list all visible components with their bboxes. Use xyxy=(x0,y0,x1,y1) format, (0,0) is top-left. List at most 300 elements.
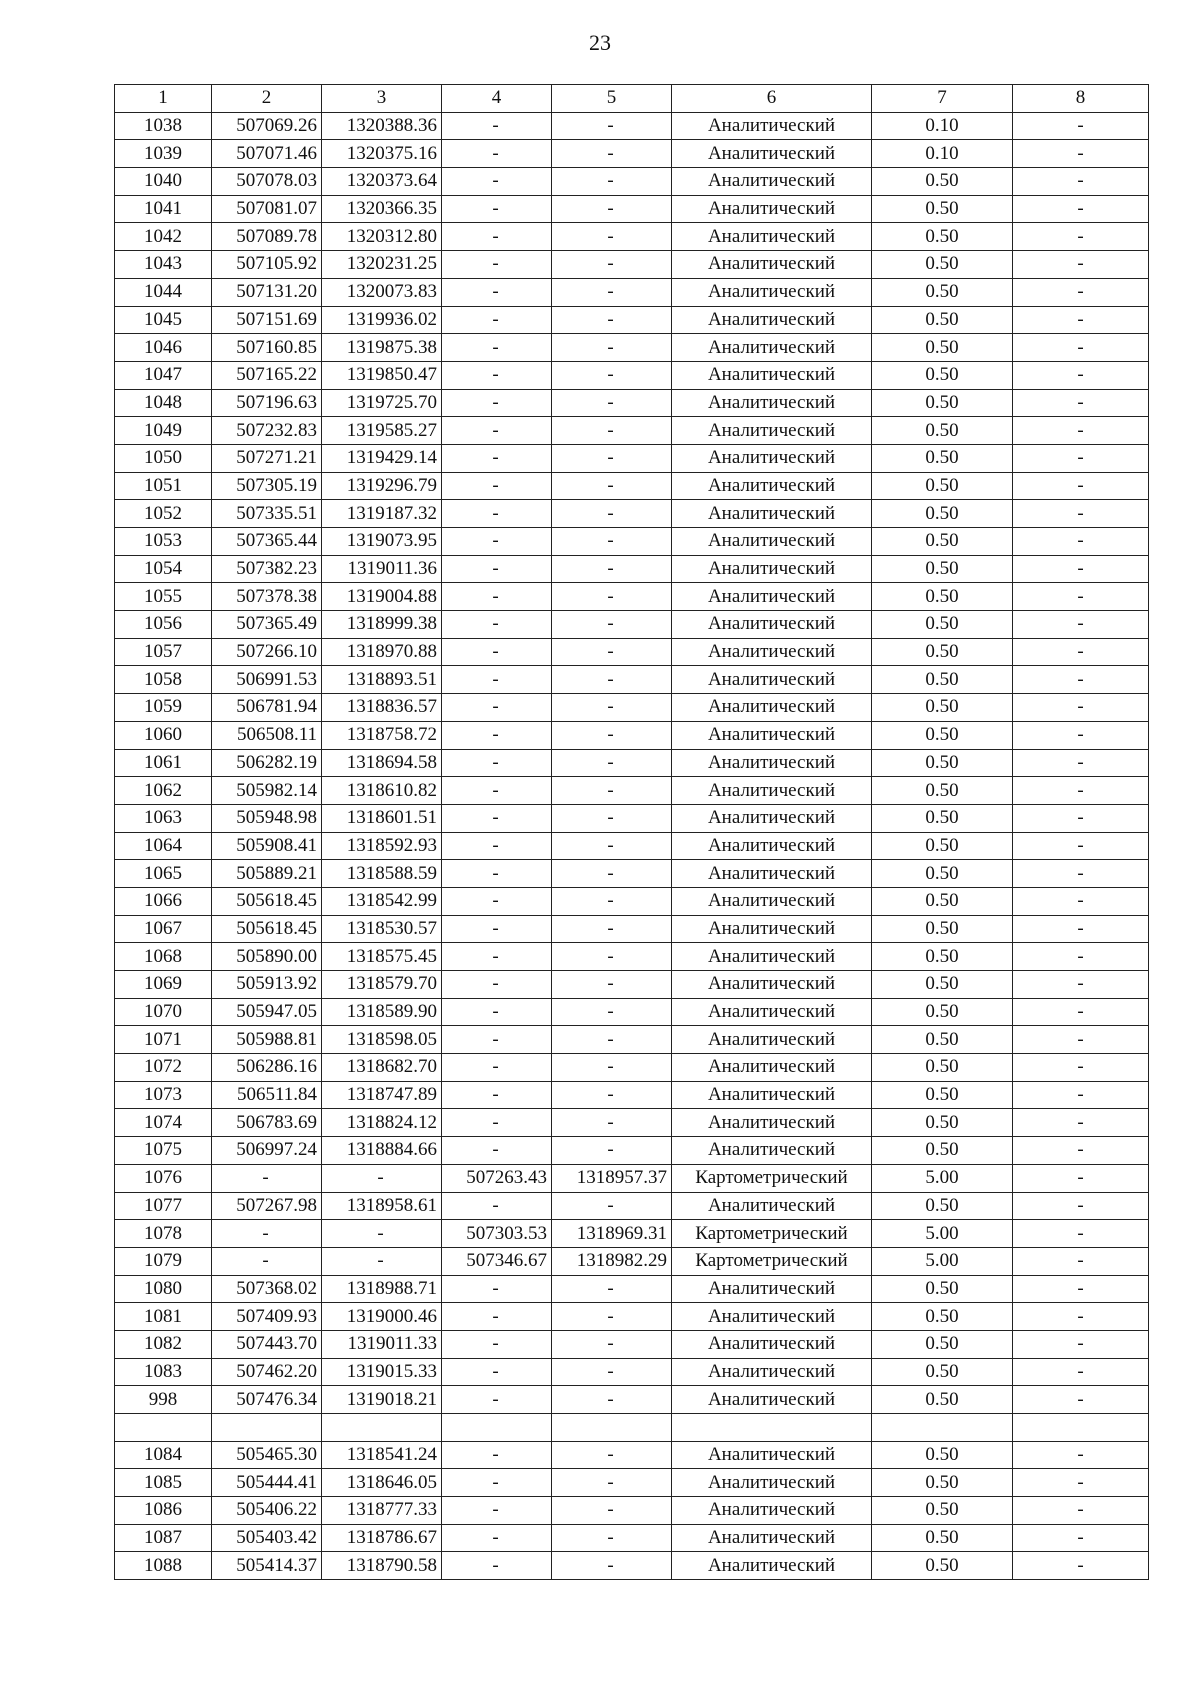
cell-y-coordinate: 1318747.89 xyxy=(322,1081,442,1109)
cell-y-coordinate-alt: - xyxy=(552,140,672,168)
cell-accuracy: 0.50 xyxy=(872,804,1013,832)
cell-x-coordinate-alt: - xyxy=(442,444,552,472)
cell-method: Аналитический xyxy=(672,1330,872,1358)
cell-x-coordinate: 507151.69 xyxy=(212,306,322,334)
table-row xyxy=(115,1026,1149,1054)
table-row xyxy=(115,1386,1149,1414)
cell-note: - xyxy=(1013,1303,1149,1331)
cell-x-coordinate: 505913.92 xyxy=(212,971,322,999)
cell-y-coordinate-alt: - xyxy=(552,500,672,528)
cell-y-coordinate: 1319000.46 xyxy=(322,1303,442,1331)
cell-note: - xyxy=(1013,444,1149,472)
cell-y-coordinate-alt: - xyxy=(552,112,672,140)
table-row xyxy=(115,444,1149,472)
cell-accuracy: 0.50 xyxy=(872,666,1013,694)
cell-x-coordinate-alt: - xyxy=(442,555,552,583)
cell-point-number: 1073 xyxy=(115,1081,212,1109)
cell-y-coordinate-alt: - xyxy=(552,306,672,334)
cell-method: Аналитический xyxy=(672,168,872,196)
cell-x-coordinate-alt: - xyxy=(442,251,552,279)
cell-method: Аналитический xyxy=(672,860,872,888)
cell-point-number: 1049 xyxy=(115,417,212,445)
cell-point-number: 1046 xyxy=(115,334,212,362)
cell-note xyxy=(1013,1414,1149,1442)
cell-y-coordinate: 1318884.66 xyxy=(322,1137,442,1165)
cell-x-coordinate: 507368.02 xyxy=(212,1275,322,1303)
table-row xyxy=(115,832,1149,860)
cell-accuracy: 0.50 xyxy=(872,1275,1013,1303)
cell-method: Аналитический xyxy=(672,1303,872,1331)
cell-accuracy: 0.50 xyxy=(872,1441,1013,1469)
cell-x-coordinate-alt: - xyxy=(442,1192,552,1220)
cell-method: Аналитический xyxy=(672,112,872,140)
cell-point-number: 1076 xyxy=(115,1164,212,1192)
cell-note: - xyxy=(1013,1552,1149,1580)
cell-y-coordinate-alt: 1318969.31 xyxy=(552,1220,672,1248)
cell-y-coordinate-alt: - xyxy=(552,666,672,694)
cell-note: - xyxy=(1013,1054,1149,1082)
cell-accuracy: 0.50 xyxy=(872,777,1013,805)
cell-x-coordinate: 507232.83 xyxy=(212,417,322,445)
cell-y-coordinate: 1319429.14 xyxy=(322,444,442,472)
cell-method: Аналитический xyxy=(672,1109,872,1137)
cell-y-coordinate: 1318970.88 xyxy=(322,638,442,666)
cell-point-number: 1062 xyxy=(115,777,212,805)
cell-method: Аналитический xyxy=(672,1054,872,1082)
cell-x-coordinate-alt: - xyxy=(442,832,552,860)
cell-accuracy: 0.50 xyxy=(872,306,1013,334)
table-row xyxy=(115,223,1149,251)
cell-method: Аналитический xyxy=(672,1275,872,1303)
cell-x-coordinate-alt: - xyxy=(442,1303,552,1331)
cell-accuracy: 0.50 xyxy=(872,251,1013,279)
cell-note: - xyxy=(1013,251,1149,279)
cell-y-coordinate-alt: - xyxy=(552,444,672,472)
cell-x-coordinate-alt: - xyxy=(442,611,552,639)
cell-x-coordinate: 507196.63 xyxy=(212,389,322,417)
cell-method: Аналитический xyxy=(672,583,872,611)
cell-method: Картометрический xyxy=(672,1164,872,1192)
cell-point-number: 1074 xyxy=(115,1109,212,1137)
cell-y-coordinate: 1318598.05 xyxy=(322,1026,442,1054)
table-row xyxy=(115,1414,1149,1442)
cell-y-coordinate-alt: - xyxy=(552,223,672,251)
cell-note: - xyxy=(1013,804,1149,832)
cell-x-coordinate-alt: - xyxy=(442,721,552,749)
cell-note: - xyxy=(1013,1497,1149,1525)
cell-x-coordinate: - xyxy=(212,1164,322,1192)
cell-x-coordinate-alt: - xyxy=(442,1524,552,1552)
cell-accuracy: 0.50 xyxy=(872,1054,1013,1082)
cell-y-coordinate-alt: - xyxy=(552,168,672,196)
cell-x-coordinate-alt: - xyxy=(442,1497,552,1525)
cell-method: Аналитический xyxy=(672,777,872,805)
cell-y-coordinate: 1318682.70 xyxy=(322,1054,442,1082)
table-header-row xyxy=(115,85,1149,113)
header-col-5: 5 xyxy=(552,85,672,113)
cell-note: - xyxy=(1013,112,1149,140)
cell-x-coordinate: 505406.22 xyxy=(212,1497,322,1525)
cell-x-coordinate-alt xyxy=(442,1414,552,1442)
cell-x-coordinate: 505947.05 xyxy=(212,998,322,1026)
cell-x-coordinate-alt: - xyxy=(442,306,552,334)
cell-method: Аналитический xyxy=(672,1524,872,1552)
cell-method: Аналитический xyxy=(672,721,872,749)
cell-y-coordinate-alt: - xyxy=(552,1081,672,1109)
cell-x-coordinate-alt: - xyxy=(442,777,552,805)
header-col-4: 4 xyxy=(442,85,552,113)
cell-accuracy: 0.50 xyxy=(872,528,1013,556)
cell-x-coordinate-alt: - xyxy=(442,334,552,362)
cell-y-coordinate-alt: - xyxy=(552,1552,672,1580)
cell-method: Аналитический xyxy=(672,694,872,722)
table-row xyxy=(115,555,1149,583)
table-row xyxy=(115,140,1149,168)
cell-note: - xyxy=(1013,860,1149,888)
cell-y-coordinate: 1318777.33 xyxy=(322,1497,442,1525)
cell-y-coordinate: 1319011.33 xyxy=(322,1330,442,1358)
cell-x-coordinate-alt: - xyxy=(442,389,552,417)
cell-y-coordinate-alt: - xyxy=(552,971,672,999)
cell-x-coordinate-alt: - xyxy=(442,1275,552,1303)
cell-y-coordinate-alt: - xyxy=(552,389,672,417)
table-row xyxy=(115,1497,1149,1525)
cell-y-coordinate: 1319296.79 xyxy=(322,472,442,500)
cell-note: - xyxy=(1013,1192,1149,1220)
cell-x-coordinate: 507078.03 xyxy=(212,168,322,196)
cell-point-number: 1038 xyxy=(115,112,212,140)
cell-y-coordinate: 1320366.35 xyxy=(322,195,442,223)
cell-method: Аналитический xyxy=(672,555,872,583)
table-row xyxy=(115,804,1149,832)
cell-point-number: 1051 xyxy=(115,472,212,500)
table-row xyxy=(115,1524,1149,1552)
cell-y-coordinate-alt: - xyxy=(552,749,672,777)
cell-note: - xyxy=(1013,638,1149,666)
cell-x-coordinate: 507131.20 xyxy=(212,278,322,306)
cell-x-coordinate: 507165.22 xyxy=(212,361,322,389)
cell-y-coordinate: 1318542.99 xyxy=(322,887,442,915)
cell-method xyxy=(672,1414,872,1442)
cell-y-coordinate-alt: - xyxy=(552,528,672,556)
cell-x-coordinate-alt: - xyxy=(442,361,552,389)
cell-point-number: 1054 xyxy=(115,555,212,583)
cell-method: Аналитический xyxy=(672,832,872,860)
cell-note: - xyxy=(1013,472,1149,500)
cell-accuracy: 0.50 xyxy=(872,832,1013,860)
cell-method: Аналитический xyxy=(672,417,872,445)
table-row xyxy=(115,1054,1149,1082)
cell-note: - xyxy=(1013,611,1149,639)
cell-note: - xyxy=(1013,1109,1149,1137)
cell-x-coordinate-alt: 507346.67 xyxy=(442,1247,552,1275)
cell-point-number: 1067 xyxy=(115,915,212,943)
cell-note: - xyxy=(1013,1330,1149,1358)
cell-x-coordinate: 507267.98 xyxy=(212,1192,322,1220)
table-row xyxy=(115,334,1149,362)
header-col-6: 6 xyxy=(672,85,872,113)
cell-accuracy: 5.00 xyxy=(872,1220,1013,1248)
cell-x-coordinate: 505988.81 xyxy=(212,1026,322,1054)
cell-x-coordinate: 507089.78 xyxy=(212,223,322,251)
cell-point-number: 1087 xyxy=(115,1524,212,1552)
cell-x-coordinate: 507335.51 xyxy=(212,500,322,528)
cell-point-number: 1080 xyxy=(115,1275,212,1303)
cell-x-coordinate-alt: - xyxy=(442,168,552,196)
cell-point-number: 1065 xyxy=(115,860,212,888)
cell-point-number: 1057 xyxy=(115,638,212,666)
cell-method: Аналитический xyxy=(672,1386,872,1414)
cell-x-coordinate-alt: - xyxy=(442,1054,552,1082)
cell-x-coordinate: 506511.84 xyxy=(212,1081,322,1109)
cell-y-coordinate: 1318790.58 xyxy=(322,1552,442,1580)
cell-point-number: 1088 xyxy=(115,1552,212,1580)
cell-x-coordinate-alt: - xyxy=(442,1330,552,1358)
cell-x-coordinate: - xyxy=(212,1220,322,1248)
table-row xyxy=(115,694,1149,722)
cell-note: - xyxy=(1013,1247,1149,1275)
header-col-3: 3 xyxy=(322,85,442,113)
cell-point-number: 1072 xyxy=(115,1054,212,1082)
table-row xyxy=(115,998,1149,1026)
cell-method: Картометрический xyxy=(672,1247,872,1275)
cell-y-coordinate-alt: - xyxy=(552,278,672,306)
cell-x-coordinate-alt: - xyxy=(442,943,552,971)
cell-y-coordinate-alt: - xyxy=(552,417,672,445)
cell-y-coordinate: 1319850.47 xyxy=(322,361,442,389)
cell-note: - xyxy=(1013,334,1149,362)
cell-x-coordinate: 506997.24 xyxy=(212,1137,322,1165)
cell-y-coordinate: 1319936.02 xyxy=(322,306,442,334)
cell-x-coordinate-alt: - xyxy=(442,278,552,306)
cell-note: - xyxy=(1013,389,1149,417)
cell-x-coordinate-alt: - xyxy=(442,583,552,611)
cell-y-coordinate-alt: - xyxy=(552,472,672,500)
cell-accuracy: 0.50 xyxy=(872,1026,1013,1054)
cell-point-number: 1070 xyxy=(115,998,212,1026)
cell-y-coordinate-alt: - xyxy=(552,1026,672,1054)
table-row xyxy=(115,528,1149,556)
cell-y-coordinate: 1320388.36 xyxy=(322,112,442,140)
cell-method: Аналитический xyxy=(672,251,872,279)
table-body xyxy=(115,112,1149,1579)
cell-method: Аналитический xyxy=(672,528,872,556)
cell-y-coordinate-alt: - xyxy=(552,860,672,888)
cell-point-number: 1048 xyxy=(115,389,212,417)
cell-accuracy: 0.50 xyxy=(872,749,1013,777)
cell-method: Аналитический xyxy=(672,195,872,223)
cell-x-coordinate: 505889.21 xyxy=(212,860,322,888)
cell-point-number: 1044 xyxy=(115,278,212,306)
cell-y-coordinate: 1318601.51 xyxy=(322,804,442,832)
cell-y-coordinate: 1318836.57 xyxy=(322,694,442,722)
cell-y-coordinate: 1318758.72 xyxy=(322,721,442,749)
cell-x-coordinate: 505403.42 xyxy=(212,1524,322,1552)
cell-note: - xyxy=(1013,1441,1149,1469)
cell-y-coordinate: 1318988.71 xyxy=(322,1275,442,1303)
cell-y-coordinate: 1318999.38 xyxy=(322,611,442,639)
cell-x-coordinate: 506286.16 xyxy=(212,1054,322,1082)
cell-method: Картометрический xyxy=(672,1220,872,1248)
cell-y-coordinate: 1319725.70 xyxy=(322,389,442,417)
table-row xyxy=(115,721,1149,749)
cell-x-coordinate: 505414.37 xyxy=(212,1552,322,1580)
cell-y-coordinate-alt: - xyxy=(552,832,672,860)
cell-point-number: 1041 xyxy=(115,195,212,223)
table-row xyxy=(115,1552,1149,1580)
cell-x-coordinate-alt: - xyxy=(442,749,552,777)
cell-y-coordinate: 1318694.58 xyxy=(322,749,442,777)
cell-y-coordinate: 1319585.27 xyxy=(322,417,442,445)
cell-accuracy: 0.50 xyxy=(872,278,1013,306)
cell-x-coordinate: 507081.07 xyxy=(212,195,322,223)
cell-method: Аналитический xyxy=(672,611,872,639)
cell-point-number: 1071 xyxy=(115,1026,212,1054)
cell-method: Аналитический xyxy=(672,500,872,528)
cell-accuracy: 0.50 xyxy=(872,998,1013,1026)
cell-accuracy: 0.50 xyxy=(872,694,1013,722)
cell-x-coordinate: 505465.30 xyxy=(212,1441,322,1469)
cell-x-coordinate: 507365.44 xyxy=(212,528,322,556)
cell-point-number: 1078 xyxy=(115,1220,212,1248)
cell-note: - xyxy=(1013,971,1149,999)
cell-x-coordinate: 506991.53 xyxy=(212,666,322,694)
cell-note: - xyxy=(1013,528,1149,556)
cell-method: Аналитический xyxy=(672,1192,872,1220)
cell-x-coordinate: 505444.41 xyxy=(212,1469,322,1497)
cell-y-coordinate-alt: - xyxy=(552,694,672,722)
cell-note: - xyxy=(1013,195,1149,223)
cell-x-coordinate: 505890.00 xyxy=(212,943,322,971)
cell-note: - xyxy=(1013,278,1149,306)
table-row xyxy=(115,1441,1149,1469)
cell-method: Аналитический xyxy=(672,306,872,334)
cell-accuracy: 0.50 xyxy=(872,1109,1013,1137)
cell-x-coordinate-alt: - xyxy=(442,1441,552,1469)
cell-point-number: 1082 xyxy=(115,1330,212,1358)
cell-note: - xyxy=(1013,998,1149,1026)
cell-method: Аналитический xyxy=(672,804,872,832)
table-row xyxy=(115,1469,1149,1497)
cell-method: Аналитический xyxy=(672,887,872,915)
cell-point-number xyxy=(115,1414,212,1442)
cell-note: - xyxy=(1013,694,1149,722)
cell-method: Аналитический xyxy=(672,971,872,999)
cell-y-coordinate: 1318786.67 xyxy=(322,1524,442,1552)
cell-point-number: 1055 xyxy=(115,583,212,611)
cell-accuracy: 0.50 xyxy=(872,555,1013,583)
cell-point-number: 1047 xyxy=(115,361,212,389)
cell-x-coordinate: 505618.45 xyxy=(212,887,322,915)
cell-y-coordinate-alt: - xyxy=(552,1524,672,1552)
cell-method: Аналитический xyxy=(672,361,872,389)
cell-accuracy: 0.50 xyxy=(872,472,1013,500)
cell-y-coordinate: 1320073.83 xyxy=(322,278,442,306)
cell-y-coordinate: 1320231.25 xyxy=(322,251,442,279)
cell-method: Аналитический xyxy=(672,472,872,500)
cell-x-coordinate: 507409.93 xyxy=(212,1303,322,1331)
cell-accuracy: 0.50 xyxy=(872,195,1013,223)
cell-point-number: 1068 xyxy=(115,943,212,971)
cell-y-coordinate: 1318893.51 xyxy=(322,666,442,694)
cell-y-coordinate-alt: - xyxy=(552,804,672,832)
cell-y-coordinate-alt: - xyxy=(552,583,672,611)
cell-x-coordinate: 505982.14 xyxy=(212,777,322,805)
cell-x-coordinate-alt: - xyxy=(442,1137,552,1165)
table-row xyxy=(115,1330,1149,1358)
cell-y-coordinate: 1319015.33 xyxy=(322,1358,442,1386)
cell-x-coordinate: 507069.26 xyxy=(212,112,322,140)
cell-y-coordinate: - xyxy=(322,1220,442,1248)
cell-method: Аналитический xyxy=(672,1469,872,1497)
cell-point-number: 1042 xyxy=(115,223,212,251)
cell-method: Аналитический xyxy=(672,1358,872,1386)
cell-y-coordinate-alt: - xyxy=(552,251,672,279)
cell-y-coordinate: - xyxy=(322,1164,442,1192)
cell-y-coordinate: 1318541.24 xyxy=(322,1441,442,1469)
table-row xyxy=(115,251,1149,279)
coordinates-table xyxy=(114,84,1149,1580)
cell-y-coordinate-alt: - xyxy=(552,1469,672,1497)
cell-y-coordinate: 1318958.61 xyxy=(322,1192,442,1220)
cell-note: - xyxy=(1013,1469,1149,1497)
cell-x-coordinate: 505948.98 xyxy=(212,804,322,832)
cell-accuracy: 0.50 xyxy=(872,168,1013,196)
cell-x-coordinate: 507378.38 xyxy=(212,583,322,611)
table-row xyxy=(115,1303,1149,1331)
cell-note: - xyxy=(1013,832,1149,860)
cell-note: - xyxy=(1013,555,1149,583)
cell-point-number: 1084 xyxy=(115,1441,212,1469)
cell-method: Аналитический xyxy=(672,140,872,168)
cell-y-coordinate-alt: - xyxy=(552,611,672,639)
cell-y-coordinate-alt: - xyxy=(552,361,672,389)
cell-y-coordinate-alt: - xyxy=(552,555,672,583)
cell-point-number: 1045 xyxy=(115,306,212,334)
cell-x-coordinate-alt: - xyxy=(442,638,552,666)
cell-accuracy: 0.50 xyxy=(872,721,1013,749)
cell-x-coordinate-alt: - xyxy=(442,998,552,1026)
cell-y-coordinate: 1318646.05 xyxy=(322,1469,442,1497)
cell-accuracy: 0.50 xyxy=(872,361,1013,389)
cell-y-coordinate-alt: - xyxy=(552,1386,672,1414)
cell-note: - xyxy=(1013,168,1149,196)
table-row xyxy=(115,168,1149,196)
cell-y-coordinate: 1320312.80 xyxy=(322,223,442,251)
cell-point-number: 1039 xyxy=(115,140,212,168)
table-row xyxy=(115,1164,1149,1192)
cell-y-coordinate-alt: - xyxy=(552,943,672,971)
table-row xyxy=(115,417,1149,445)
cell-note: - xyxy=(1013,1524,1149,1552)
table-row xyxy=(115,278,1149,306)
cell-point-number: 1052 xyxy=(115,500,212,528)
cell-x-coordinate-alt: - xyxy=(442,1358,552,1386)
cell-y-coordinate-alt: - xyxy=(552,1497,672,1525)
cell-y-coordinate-alt: - xyxy=(552,1275,672,1303)
cell-note: - xyxy=(1013,915,1149,943)
cell-note: - xyxy=(1013,721,1149,749)
cell-method: Аналитический xyxy=(672,915,872,943)
cell-accuracy: 0.50 xyxy=(872,223,1013,251)
cell-y-coordinate-alt: - xyxy=(552,638,672,666)
table-row xyxy=(115,860,1149,888)
cell-accuracy: 0.50 xyxy=(872,1469,1013,1497)
cell-x-coordinate-alt: 507263.43 xyxy=(442,1164,552,1192)
cell-accuracy: 0.50 xyxy=(872,860,1013,888)
cell-accuracy: 0.50 xyxy=(872,389,1013,417)
cell-x-coordinate-alt: - xyxy=(442,195,552,223)
